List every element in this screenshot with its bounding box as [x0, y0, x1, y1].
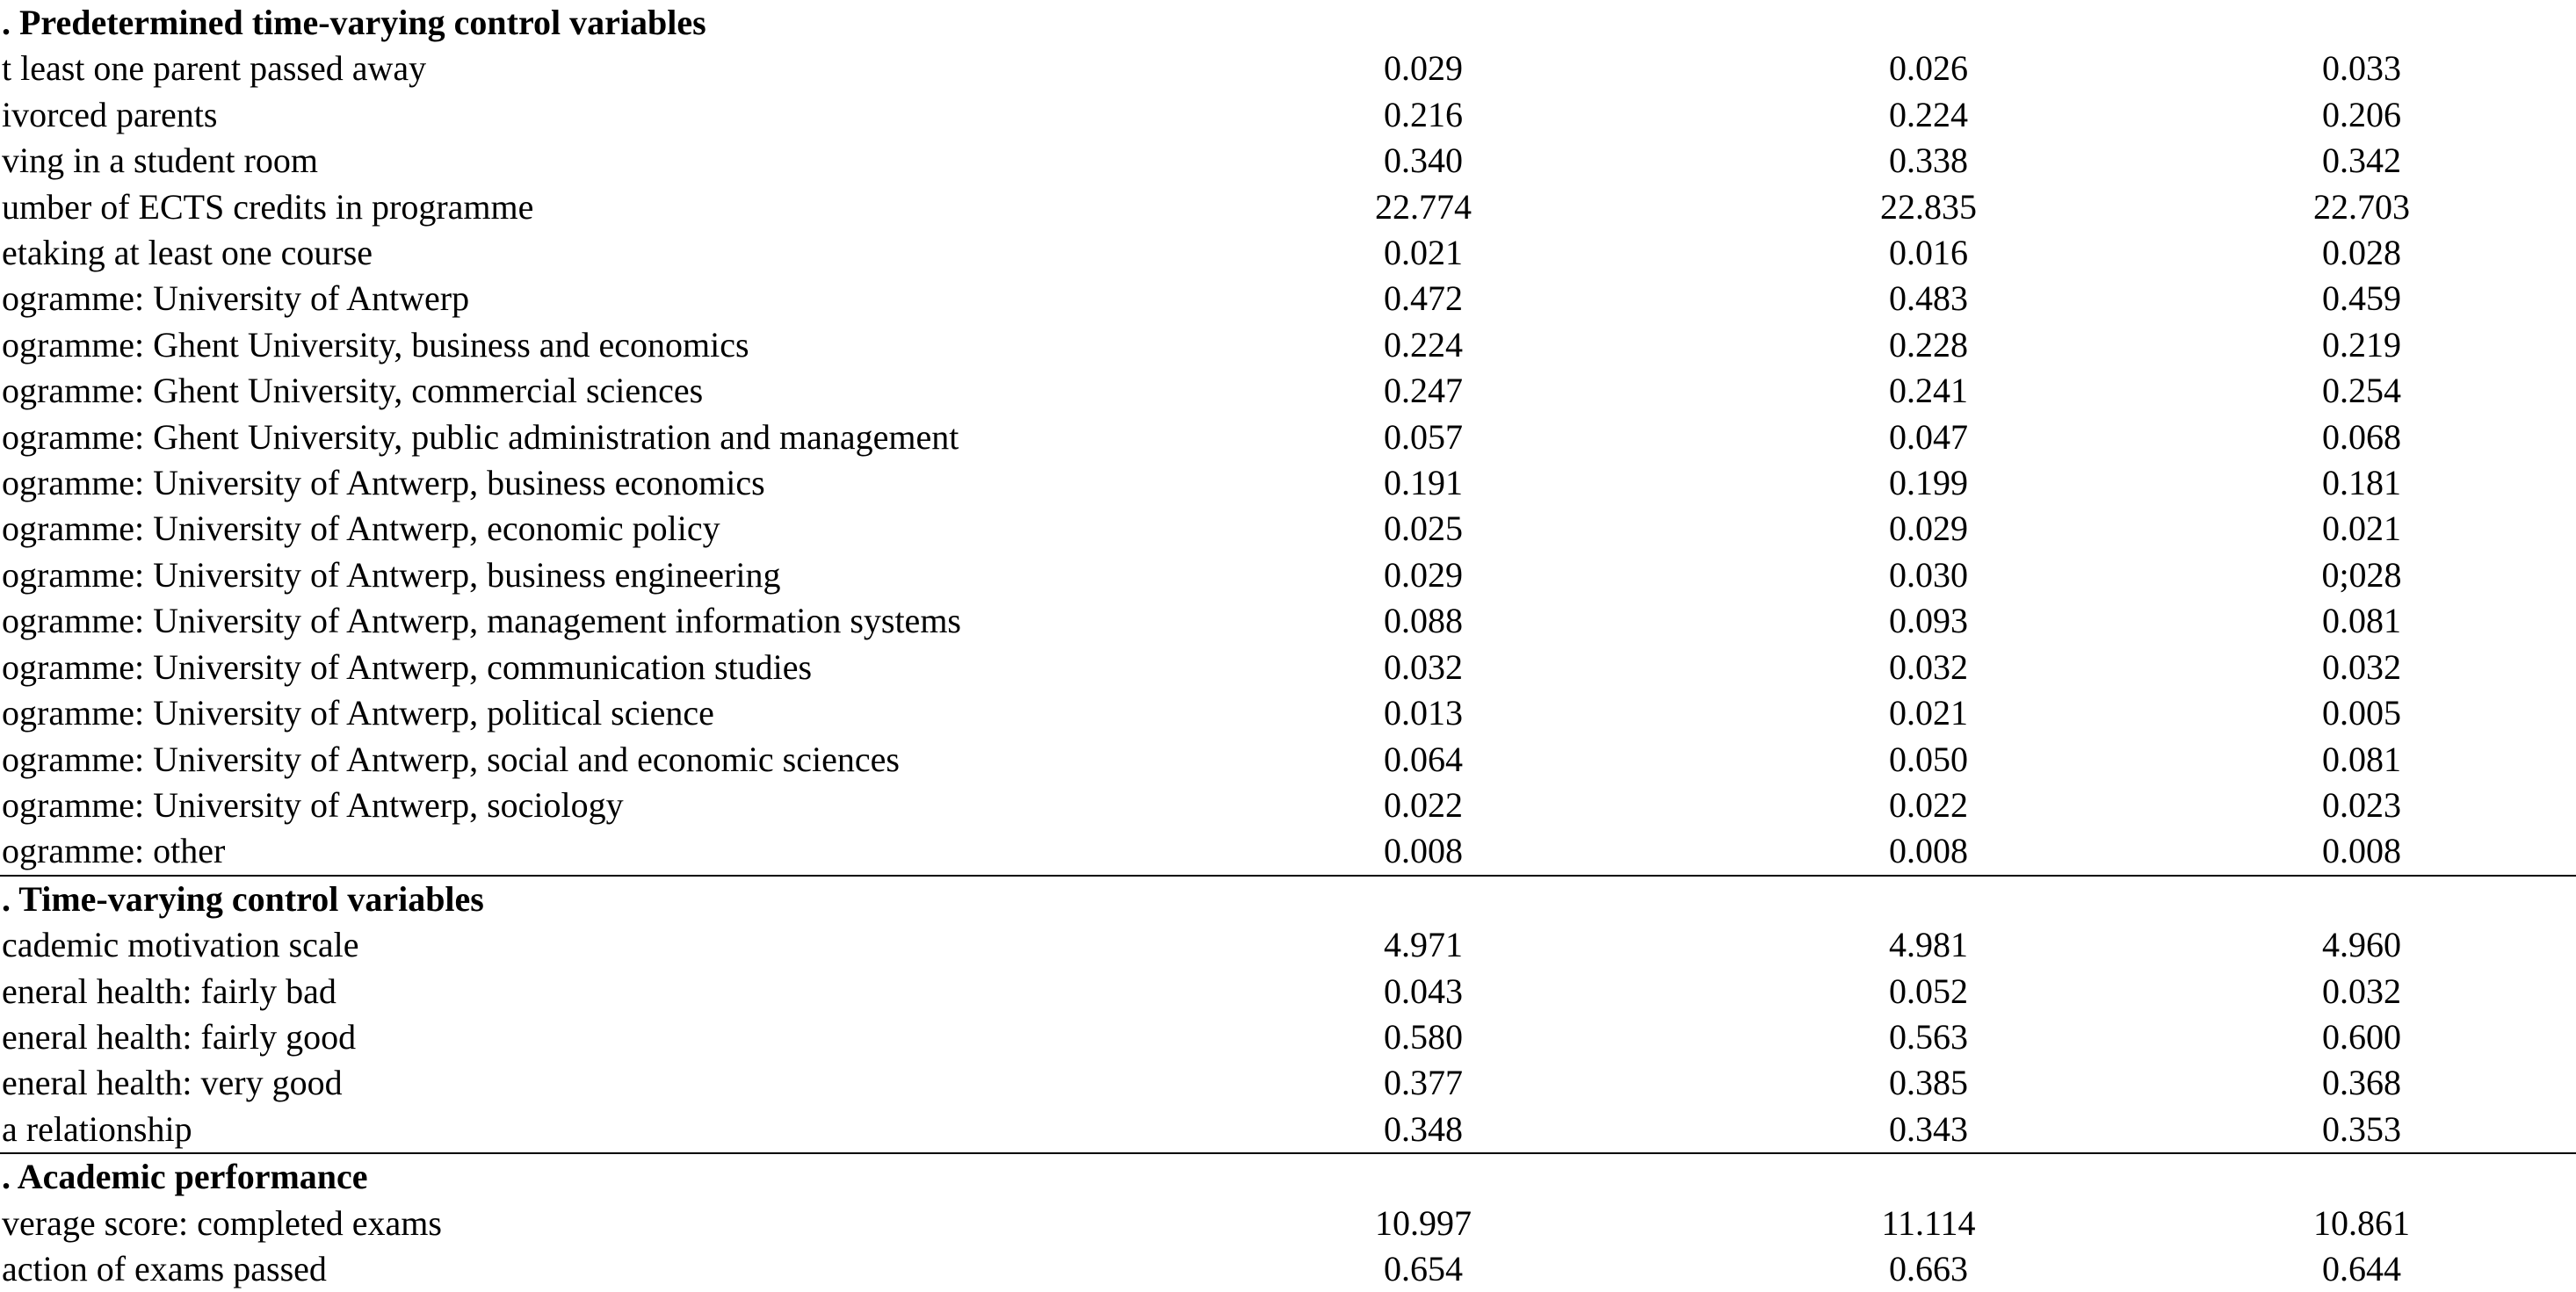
stat-value: 0.008: [1889, 831, 1968, 871]
stat-value: 0.013: [1384, 693, 1463, 733]
table-row: [0, 276, 2576, 321]
row-label: t least one parent passed away: [2, 48, 427, 89]
table-row: [0, 690, 2576, 736]
row-label: a relationship: [2, 1108, 192, 1149]
stat-value: 0.021: [2322, 509, 2401, 549]
row-label: ogramme: Ghent University, commercial sciences: [2, 371, 704, 411]
stat-value: 0.181: [2322, 463, 2401, 503]
stat-value: 4.981: [1889, 925, 1968, 965]
table-row: [0, 46, 2576, 91]
stat-value: 0.005: [2322, 693, 2401, 733]
stat-value: 0.600: [2322, 1016, 2401, 1057]
table-row: [0, 1201, 2576, 1246]
stat-value: 0.340: [1384, 141, 1463, 181]
section-header: . Academic performance: [0, 1153, 2576, 1200]
stat-value: 0.199: [1889, 463, 1968, 503]
stat-value: 0.368: [2322, 1063, 2401, 1103]
stat-value: 22.835: [1880, 186, 1977, 227]
section-header: . Time-varying control variables: [0, 876, 2576, 922]
stat-value: 0.029: [1889, 509, 1968, 549]
stat-value: 0.043: [1384, 971, 1463, 1011]
table-row: [0, 1246, 2576, 1292]
stat-value: 0.353: [2322, 1108, 2401, 1149]
table-row: [0, 552, 2576, 598]
stat-value: 0.191: [1384, 463, 1463, 503]
stat-value: 0.022: [1889, 784, 1968, 825]
section-header-row: [0, 876, 2576, 922]
stat-value: 0.377: [1384, 1063, 1463, 1103]
table-row: [0, 415, 2576, 460]
row-label: ogramme: Ghent University, business and economics: [2, 324, 749, 365]
table-row: [0, 922, 2576, 968]
row-label: ogramme: University of Antwerp, communication studies: [2, 646, 813, 687]
stat-value: 0.483: [1889, 278, 1968, 319]
stat-value: 0.254: [2322, 371, 2401, 411]
section-header: . Predetermined time-varying control variables: [2, 3, 706, 42]
stat-value: 0.021: [1384, 233, 1463, 273]
stat-value: 0.247: [1384, 371, 1463, 411]
table-row: [0, 1107, 2576, 1153]
row-label: umber of ECTS credits in programme: [2, 186, 534, 227]
table-row: [0, 1014, 2576, 1060]
stat-value: 0.580: [1384, 1016, 1463, 1057]
stat-value: 0.093: [1889, 601, 1968, 641]
stat-value: 0.224: [1384, 324, 1463, 365]
table-row: [0, 368, 2576, 414]
table-row: [0, 460, 2576, 506]
table-row: [0, 969, 2576, 1014]
stat-value: 0.348: [1384, 1108, 1463, 1149]
row-label: cademic motivation scale: [2, 925, 359, 965]
stat-value: 0.032: [2322, 971, 2401, 1011]
row-label: etaking at least one course: [2, 233, 373, 273]
stat-value: 4.960: [2322, 925, 2401, 965]
stat-value: 22.774: [1375, 186, 1472, 227]
table-row: [0, 828, 2576, 875]
stat-value: 0.343: [1889, 1108, 1968, 1149]
table-row: [0, 184, 2576, 230]
table-row: [0, 737, 2576, 783]
stat-value: 0.033: [2322, 48, 2401, 89]
row-label: ivorced parents: [2, 94, 218, 134]
stat-value: 0.023: [2322, 784, 2401, 825]
stat-value: 0.029: [1384, 554, 1463, 595]
row-label: ogramme: University of Antwerp: [2, 278, 470, 319]
stat-value: 0.064: [1384, 739, 1463, 779]
section-header-row: [0, 0, 2576, 46]
stat-value: 0.459: [2322, 278, 2401, 319]
stat-value: 0.206: [2322, 94, 2401, 134]
stat-value: 0.068: [2322, 416, 2401, 457]
table-row: [0, 1060, 2576, 1106]
row-label: ogramme: University of Antwerp, political science: [2, 693, 714, 733]
stat-value: 0.052: [1889, 971, 1968, 1011]
stat-value: 0.026: [1889, 48, 1968, 89]
row-label: ving in a student room: [2, 141, 318, 181]
stat-value: 0.032: [1384, 646, 1463, 687]
stat-value: 0.021: [1889, 693, 1968, 733]
stat-value: 10.997: [1375, 1202, 1472, 1243]
row-label: verage score: completed exams: [2, 1202, 442, 1243]
row-label: ogramme: University of Antwerp, business economics: [2, 463, 765, 503]
stat-value: 0.644: [2322, 1248, 2401, 1288]
table-row: [0, 230, 2576, 276]
stat-value: 0.032: [2322, 646, 2401, 687]
stat-value: 0.228: [1889, 324, 1968, 365]
table-row: [0, 92, 2576, 138]
stat-value: 0.029: [1384, 48, 1463, 89]
stat-value: 0.008: [1384, 831, 1463, 871]
stat-value: 11.114: [1881, 1202, 1976, 1243]
stat-value: 0.028: [2322, 233, 2401, 273]
row-label: eneral health: very good: [2, 1063, 343, 1103]
row-label: action of exams passed: [2, 1248, 327, 1288]
stat-value: 0.032: [1889, 646, 1968, 687]
stat-value: 0.241: [1889, 371, 1968, 411]
table-row: [0, 322, 2576, 368]
stat-value: 0.224: [1889, 94, 1968, 134]
table-row: [0, 783, 2576, 828]
stat-value: 0.016: [1889, 233, 1968, 273]
row-label: ogramme: Ghent University, public administration and management: [2, 416, 959, 457]
table-row: [0, 645, 2576, 690]
table-row: [0, 506, 2576, 552]
row-label: eneral health: fairly bad: [2, 971, 336, 1011]
stat-value: 0.654: [1384, 1248, 1463, 1288]
stat-value: 0.385: [1889, 1063, 1968, 1103]
row-label: ogramme: University of Antwerp, economic policy: [2, 509, 720, 549]
stat-value: 0.216: [1384, 94, 1463, 134]
stat-value: 0.022: [1384, 784, 1463, 825]
stat-value: 4.971: [1384, 925, 1463, 965]
stat-value: 0.008: [2322, 831, 2401, 871]
stat-value: 0.081: [2322, 739, 2401, 779]
stat-value: 22.703: [2313, 186, 2410, 227]
row-label: ogramme: University of Antwerp, social and economic sciences: [2, 739, 900, 779]
stat-value: 0.030: [1889, 554, 1968, 595]
table-row: [0, 598, 2576, 644]
row-label: eneral health: fairly good: [2, 1016, 357, 1057]
stat-value: 0.047: [1889, 416, 1968, 457]
stat-value: 0.342: [2322, 141, 2401, 181]
stat-value: 0.025: [1384, 509, 1463, 549]
stat-value: 10.861: [2313, 1202, 2410, 1243]
table-row: [0, 138, 2576, 184]
row-label: ogramme: other: [2, 831, 226, 871]
stat-value: 0.472: [1384, 278, 1463, 319]
stat-value: 0.057: [1384, 416, 1463, 457]
stat-value: 0.050: [1889, 739, 1968, 779]
stat-value: 0.081: [2322, 601, 2401, 641]
row-label: ogramme: University of Antwerp, management information systems: [2, 601, 961, 641]
stat-value: 0;028: [2321, 554, 2402, 595]
section-header-row: [0, 1153, 2576, 1200]
stat-value: 0.219: [2322, 324, 2401, 365]
stat-value: 0.663: [1889, 1248, 1968, 1288]
stat-value: 0.563: [1889, 1016, 1968, 1057]
row-label: ogramme: University of Antwerp, sociology: [2, 784, 624, 825]
stat-value: 0.338: [1889, 141, 1968, 181]
row-label: ogramme: University of Antwerp, business engineering: [2, 554, 781, 595]
stat-value: 0.088: [1384, 601, 1463, 641]
